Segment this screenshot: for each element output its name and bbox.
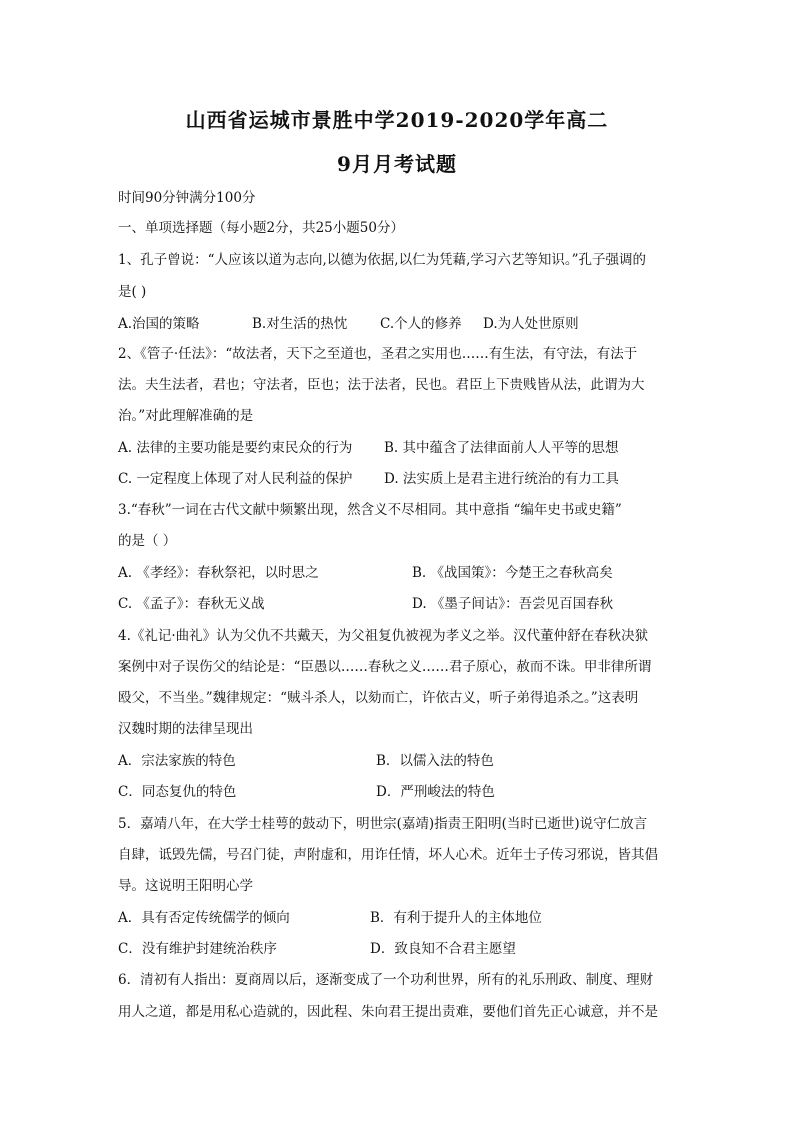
q5-option-a: A．具有否定传统儒学的倾向 — [118, 910, 290, 926]
q5-option-d: D．致良知不合君主愿望 — [370, 941, 516, 957]
q3-stem-line-2: 的是（ ） — [118, 533, 177, 549]
q1-option-d: D.为人处世原则 — [483, 316, 579, 332]
q4-stem-line-4: 汉魏时期的法律呈现出 — [118, 721, 253, 737]
q4-option-c: C．同态复仇的特色 — [118, 784, 237, 800]
section-heading: 一、单项选择题（每小题2分，共25小题50分） — [118, 220, 404, 236]
q2-stem-line-3: 治。”对此理解准确的是 — [118, 408, 254, 424]
q4-stem-line-1: 4.《礼记·曲礼》认为父仇不共戴天，为父祖复仇被视为孝义之举。汉代董仲舒在春秋决狱 — [118, 628, 649, 644]
q2-option-c: C. 一定程度上体现了对人民利益的保护 — [118, 471, 353, 487]
q5-stem-line-3: 导。这说明王阳明心学 — [118, 878, 253, 894]
q6-stem-line-2: 用人之道，都是用私心造就的，因此程、朱向君王提出责难，要他们首先正心诚意，并不是 — [118, 1004, 658, 1020]
q2-option-a: A. 法律的主要功能是要约束民众的行为 — [118, 440, 353, 456]
q3-option-b: B. 《战国策》：今楚王之春秋高矣 — [412, 565, 613, 581]
q2-option-b: B. 其中蕴含了法律面前人人平等的思想 — [384, 440, 619, 456]
q3-option-d: D. 《墨子间诂》：吾尝见百国春秋 — [412, 596, 614, 612]
q5-option-b: B．有利于提升人的主体地位 — [370, 910, 542, 926]
q4-option-b: B．以儒入法的特色 — [376, 753, 494, 769]
q4-stem-line-3: 殴父，不当坐。”魏律规定：“贼斗杀人，以劾而亡，许依古义，听子弟得追杀之。”这表明 — [118, 690, 639, 706]
q6-stem-line-1: 6．清初有人指出：夏商周以后，逐渐变成了一个功利世界，所有的礼乐刑政、制度、理财 — [118, 972, 654, 988]
q2-stem-line-2: 法。夫生法者，君也；守法者，臣也；法于法者，民也。君臣上下贵贱皆从法，此谓为大 — [118, 377, 645, 393]
q5-option-c: C．没有维护封建统治秩序 — [118, 941, 277, 957]
q4-option-d: D．严刑峻法的特色 — [376, 784, 495, 800]
q5-stem-line-2: 自肆，诋毁先儒，号召门徒，声附虚和，用诈任情，坏人心术。近年士子传习邪说，皆其倡 — [118, 847, 658, 863]
q4-option-a: A．宗法家族的特色 — [118, 753, 236, 769]
q2-option-d: D. 法实质上是君主进行统治的有力工具 — [384, 471, 619, 487]
q3-option-a: A. 《孝经》：春秋祭祀，以时思之 — [118, 565, 319, 581]
q3-option-c: C. 《孟子》：春秋无义战 — [118, 596, 265, 612]
q4-stem-line-2: 案例中对子误伤父的结论是：“臣愚以……春秋之义……君子原心，赦而不诛。甲非律所谓 — [118, 659, 652, 675]
q1-option-a: A.治国的策略 — [118, 316, 200, 332]
q3-stem-line-1: 3.“春秋”一词在古代文献中频繁出现，然含义不尽相同。其中意指 “编年史书或史籍” — [118, 502, 622, 518]
q5-stem-line-1: 5．嘉靖八年，在大学士桂萼的鼓动下，明世宗(嘉靖)指责王阳明(当时已逝世)说守仁放言 — [118, 816, 648, 832]
q1-stem-line-2: 是( ) — [118, 284, 147, 300]
q2-stem-line-1: 2、《管子·任法》：“故法者，天下之至道也，圣君之实用也……有生法，有守法，有法于 — [118, 346, 638, 362]
q1-option-b: B.对生活的热忱 — [252, 316, 348, 332]
exam-time-score: 时间90分钟满分100分 — [118, 190, 256, 206]
q1-option-c: C.个人的修养 — [380, 316, 462, 332]
exam-title-line-1: 山西省运城市景胜中学2019-2020学年高二 — [185, 108, 609, 132]
q1-stem-line-1: 1、孔子曾说：“人应该以道为志向,以德为依据,以仁为凭藉,学习六艺等知识。”孔子强调的 — [118, 252, 647, 268]
exam-title-line-2: 9月月考试题 — [337, 152, 457, 176]
